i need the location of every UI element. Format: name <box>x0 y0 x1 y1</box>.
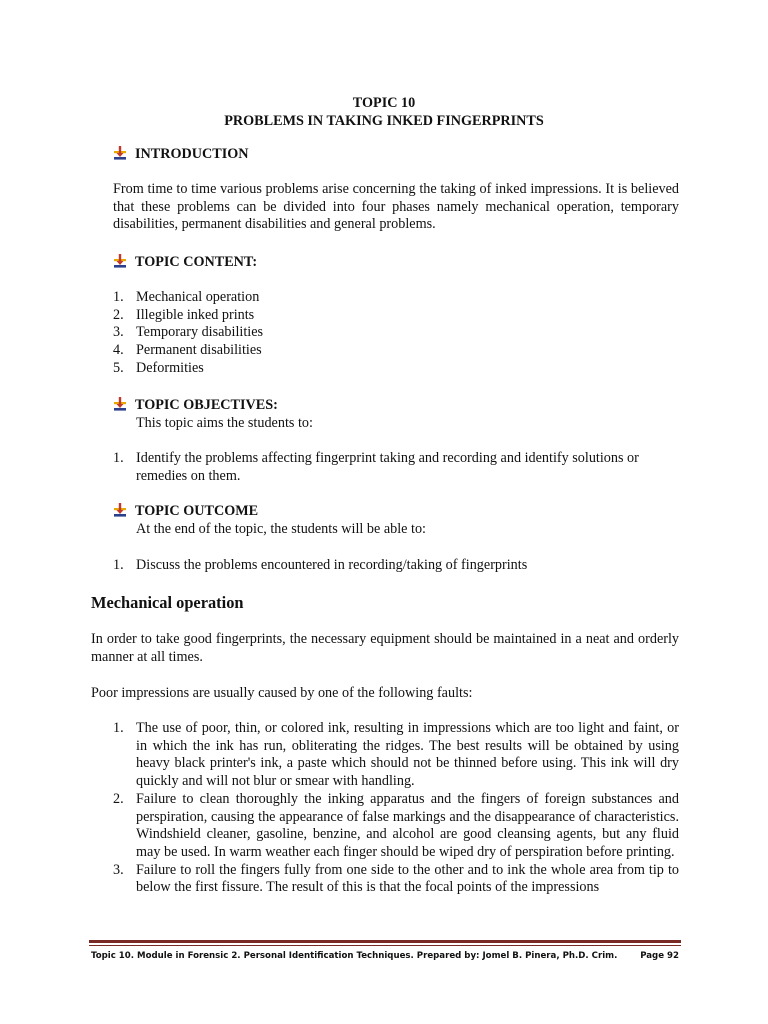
page-footer <box>91 948 679 966</box>
mechanical-operation-heading: Mechanical operation <box>91 593 244 612</box>
footer-rule-thin <box>89 945 681 946</box>
mechanical-paragraph-1: In order to take good fingerprints, the necessary equipment should be maintained in a neat and orderly manner at all times. <box>91 631 679 665</box>
introduction-heading <box>113 146 249 164</box>
topic-content-heading-text: TOPIC CONTENT: <box>135 254 258 270</box>
list-item: 2. Failure to clean thoroughly the inking apparatus and the fingers of foreign substances and perspiration, causing the appearance of false markings and the disappearance of characteristics. Windshield cleaner, gasoline, benzine, and alcohol are good cleansing agents, but any fluid may be used. In warm weather each finger should be wiped dry of perspiration before printing. <box>113 790 679 860</box>
topic-outcome-heading-text: TOPIC OUTCOME <box>135 503 259 519</box>
down-arrow-bullet-icon <box>113 254 127 268</box>
topic-outcome-heading <box>113 503 258 521</box>
introduction-heading-text: INTRODUCTION <box>135 146 249 162</box>
topic-content-heading <box>113 254 257 272</box>
list-item: 4. Permanent disabilities <box>113 342 262 359</box>
topic-objectives-heading <box>113 397 278 415</box>
list-item: 1. Discuss the problems encountered in recording/taking of fingerprints <box>113 557 528 573</box>
footer-rule-thick <box>89 940 681 943</box>
list-item: 3. Temporary disabilities <box>113 324 264 341</box>
list-item: 1. The use of poor, thin, or colored ink, resulting in impressions which are too light and faint, or in which the ink has run, obliterating the ridges. The best results will be obtained by using heavy black printer's ink, a paste which should not be thinned before using. This ink will dry quickly and will not blur or smear with handling. <box>113 720 679 790</box>
list-item: 3. Failure to roll the fingers fully from one side to the other and to ink the whole area from tip to below the first fissure. The result of this is that the focal points of the impressions <box>113 861 679 896</box>
topic-objectives-intro: This topic aims the students to: <box>136 415 313 431</box>
list-item: 1. Mechanical operation <box>113 289 260 305</box>
down-arrow-bullet-icon <box>113 146 127 160</box>
topic-content-list <box>113 289 679 378</box>
list-item: 2. Illegible inked prints <box>113 306 255 323</box>
topic-objectives-heading-text: TOPIC OBJECTIVES: <box>135 397 278 413</box>
down-arrow-bullet-icon <box>113 397 127 411</box>
topic-outcome-intro: At the end of the topic, the students will be able to: <box>136 521 426 537</box>
topic-objectives-list <box>113 450 679 485</box>
list-item: 5. Deformities <box>113 359 204 376</box>
footer-text: Topic 10. Module in Forensic 2. Personal Identification Techniques. Prepared by: Jomel B. Pinera, Ph.D. Crim. <box>91 951 618 961</box>
faults-list <box>113 720 679 897</box>
down-arrow-bullet-icon <box>113 503 127 517</box>
page-number: Page 92 <box>640 951 679 961</box>
introduction-paragraph: From time to time various problems arise concerning the taking of inked impressions. It is believed that these problems can be divided into four phases namely mechanical operation, temporary disabilities, permanent disabilities and general problems. <box>113 181 679 233</box>
title-line-1: TOPIC 10 <box>352 95 416 111</box>
page-title <box>113 94 655 130</box>
title-line-2: PROBLEMS IN TAKING INKED FINGERPRINTS <box>224 113 544 129</box>
mechanical-paragraph-2: Poor impressions are usually caused by one of the following faults: <box>91 685 473 701</box>
list-item: 1. Identify the problems affecting fingerprint taking and recording and identify solutions or remedies on them. <box>113 450 639 484</box>
topic-outcome-list <box>113 557 679 575</box>
